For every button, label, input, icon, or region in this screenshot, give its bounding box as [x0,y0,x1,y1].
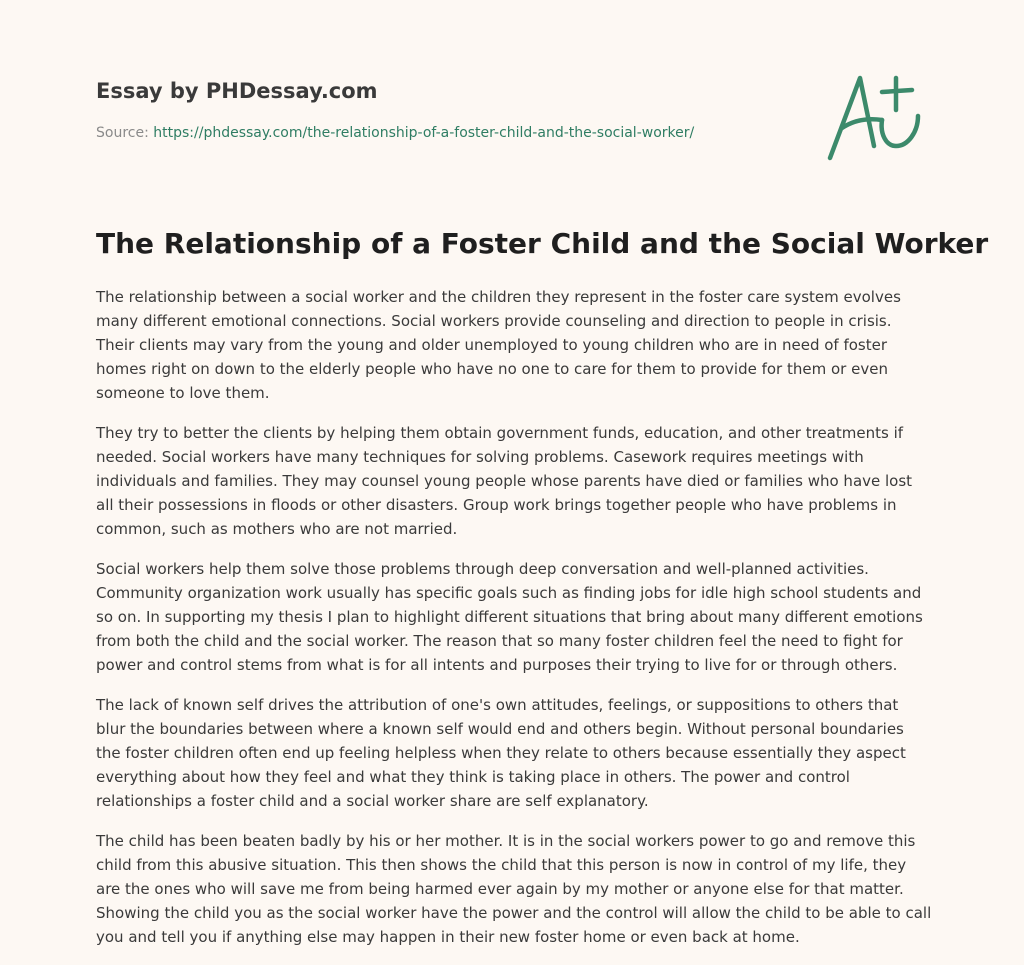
paragraph: Social workers help them solve those problems through deep conversation and well-planned activities. Community organization work usually has specific goals such as finding jobs for idle high school students and so on. In supporting my thesis I plan to highlight different situations that bring about many different emotions from both the child and the social worker. The reason that so many foster children feel the need to fight for power and control stems from what is for all intents and purposes their trying to live for or through others. [96,560,923,674]
paragraph: They try to better the clients by helping them obtain government funds, education, and other treatments if needed. Social workers have many techniques for solving problems. Casework requires meetings with individuals and families. They may counsel young people whose parents have died or families who have lost all their possessions in floods or other disasters. Group work brings together people who have problems in common, such as mothers who are not married. [96,424,913,538]
source-label: Source: [96,125,149,141]
essay-body [96,285,932,965]
site-brand: Essay by PHDessay.com [96,79,378,103]
a-plus-logo-icon [820,66,930,166]
page-header [96,78,796,142]
source-link[interactable]: https://phdessay.com/the-relationship-of-a-foster-child-and-the-social-worker/ [153,125,695,141]
paragraph: The child has been beaten badly by his or her mother. It is in the social workers power to go and remove this child from this abusive situation. This then shows the child that this person is now in control of my life, they are the ones who will save me from being harmed ever again by my mother or anyone else for that matter. Showing the child you as the social worker have the power and the control will allow the child to be able to call you and tell you if anything else may happen in their new foster home or even back at home. [96,832,932,946]
paragraph: The lack of known self drives the attribution of one's own attitudes, feelings, or suppositions to others that blur the boundaries between where a known self would end and others begin. Without personal boundaries the foster children often end up feeling helpless when they relate to others because essentially they aspect everything about how they feel and what they think is taking place in others. The power and control relationships a foster child and a social worker share are self explanatory. [96,696,906,810]
essay-title: The Relationship of a Foster Child and the Social Worker [96,227,989,260]
paragraph: The relationship between a social worker and the children they represent in the foster care system evolves many different emotional connections. Social workers provide counseling and direction to people in crisis. Their clients may vary from the young and older unemployed to young children who are in need of foster homes right on down to the elderly people who have no one to care for them to provide for them or even someone to love them. [96,288,901,402]
source-line [96,124,796,142]
